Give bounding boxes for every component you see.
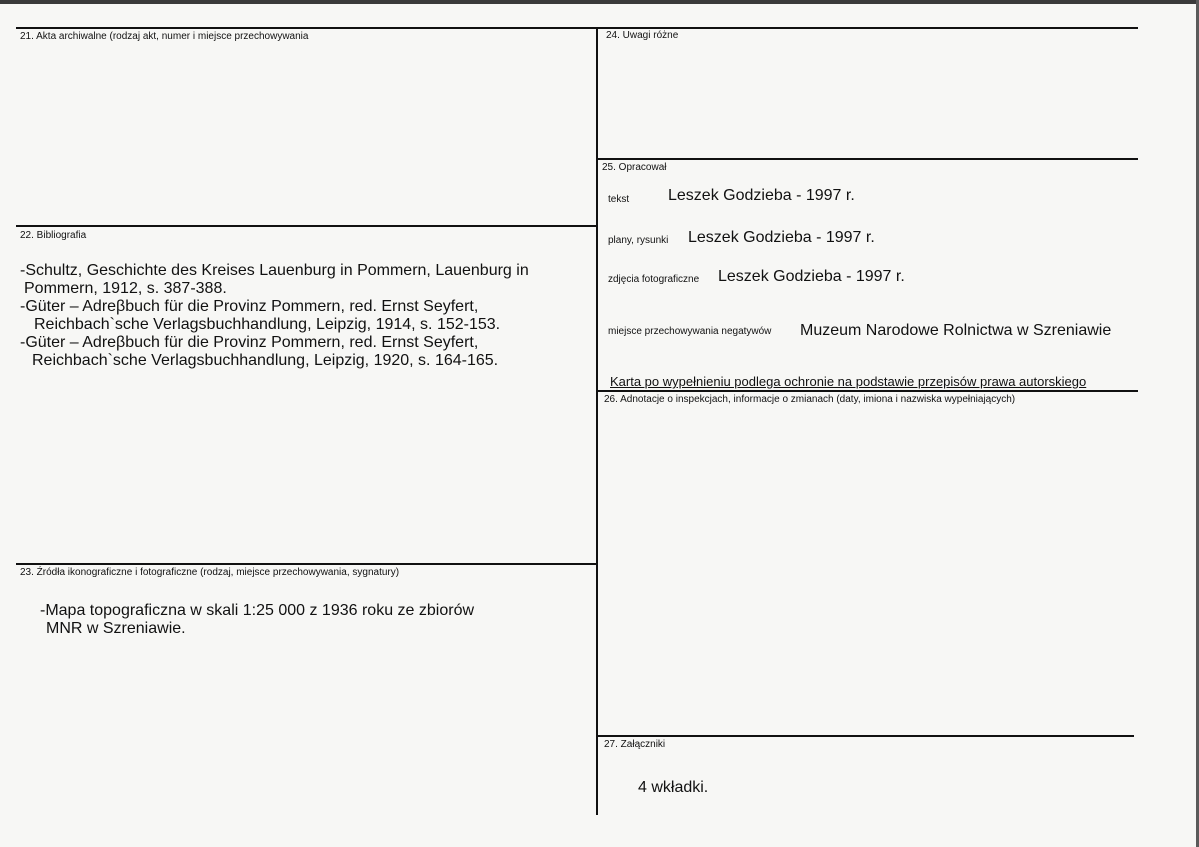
bibliography-line: -Güter – Adreβbuch für die Provinz Pommern, red. Ernst Seyfert,	[20, 334, 479, 351]
negatywy-label: miejsce przechowywania negatywów	[608, 326, 772, 337]
tekst-value: Leszek Godzieba - 1997 r.	[668, 187, 855, 204]
rule-section-27	[598, 735, 1134, 737]
page-top-edge	[0, 0, 1199, 4]
zdjecia-value: Leszek Godzieba - 1997 r.	[718, 268, 905, 285]
column-divider	[596, 27, 598, 815]
source-line: MNR w Szreniawie.	[46, 620, 186, 637]
zdjecia-label: zdjęcia fotograficzne	[608, 274, 700, 285]
bibliography-line: -Güter – Adreβbuch für die Provinz Pommern, red. Ernst Seyfert,	[20, 298, 479, 315]
section-26-label: 26. Adnotacje o inspekcjach, informacje o zmianach (daty, imiona i nazwiska wypełniających)	[604, 394, 1016, 405]
rule-top-right	[598, 27, 1138, 29]
tekst-label: tekst	[608, 194, 630, 205]
bibliography-line: Reichbach`sche Verlagsbuchhandlung, Leipzig, 1914, s. 152-153.	[34, 316, 501, 333]
bibliography-list	[20, 262, 529, 370]
section-22-label: 22. Bibliografia	[20, 230, 87, 241]
source-line: -Mapa topograficzna w skali 1:25 000 z 1936 roku ze zbiorów	[40, 602, 475, 619]
section-24-label: 24. Uwagi różne	[606, 30, 679, 41]
attachments-value: 4 wkładki.	[638, 779, 709, 796]
section-21-label: 21. Akta archiwalne (rodzaj akt, numer i miejsce przechowywania	[20, 31, 309, 42]
rule-section-25	[598, 158, 1138, 160]
bibliography-line: -Schultz, Geschichte des Kreises Lauenburg in Pommern, Lauenburg in	[20, 262, 529, 279]
negatywy-value: Muzeum Narodowe Rolnictwa w Szreniawie	[800, 322, 1112, 339]
iconographic-sources	[40, 602, 474, 638]
section-27-label: 27. Załączniki	[604, 739, 666, 750]
plany-label: plany, rysunki	[608, 235, 669, 246]
rule-section-26	[598, 390, 1138, 392]
section-23-label: 23. Źródła ikonograficzne i fotograficzne (rodzaj, miejsce przechowywania, sygnatury)	[20, 567, 400, 578]
bibliography-line: Pommern, 1912, s. 387-388.	[24, 280, 227, 297]
plany-value: Leszek Godzieba - 1997 r.	[688, 229, 875, 246]
rule-section-23	[16, 563, 598, 565]
rule-top-left	[16, 27, 598, 29]
rule-section-22	[16, 225, 598, 227]
section-25-label: 25. Opracował	[602, 162, 667, 173]
copyright-notice: Karta po wypełnieniu podlega ochronie na podstawie przepisów prawa autorskiego	[610, 374, 1087, 389]
bibliography-line: Reichbach`sche Verlagsbuchhandlung, Leipzig, 1920, s. 164-165.	[32, 352, 499, 369]
